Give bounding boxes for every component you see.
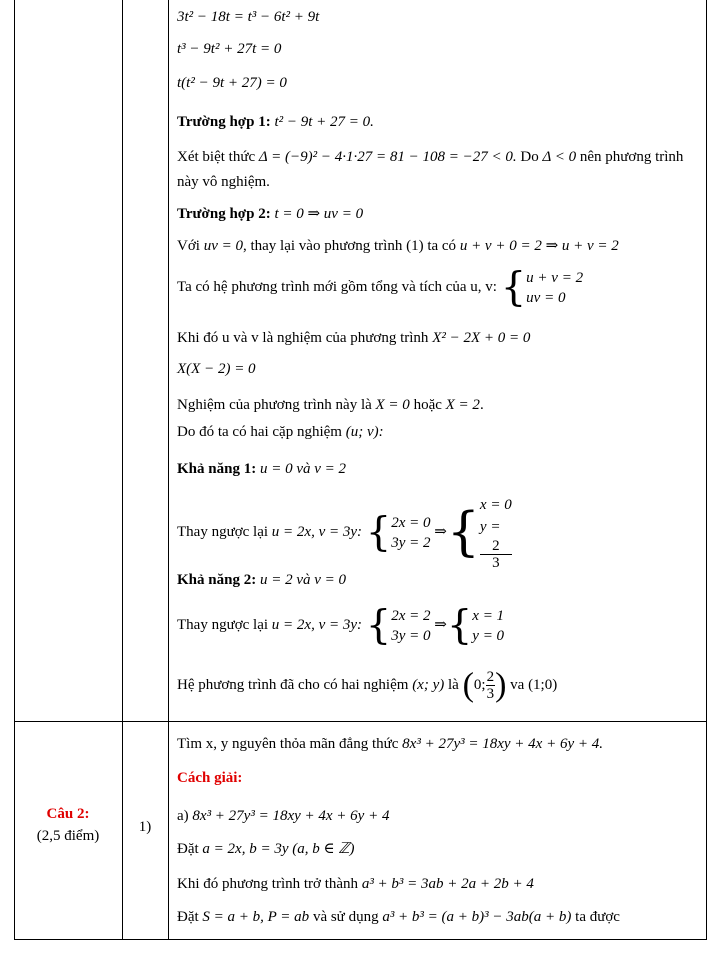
discriminant-condition: Δ < 0 xyxy=(542,149,577,165)
pairs-equation: (u; v): xyxy=(345,424,384,440)
back-substitute-2-equation: u = 2x, v = 3y: xyxy=(271,617,363,633)
system-2-left-top: 2x = 2 xyxy=(391,607,431,624)
fraction-denominator: 3 xyxy=(492,555,500,571)
case-1-label: Trường hợp 1: xyxy=(177,114,271,130)
system-2-left xyxy=(391,606,430,646)
case-1-line xyxy=(177,113,374,131)
discriminant-text-3: nên phương trình xyxy=(579,149,684,165)
discriminant-text: Xét biệt thức xyxy=(177,149,256,165)
prompt-equation: 8x³ + 27y³ = 18xy + 4x + 6y + 4. xyxy=(402,736,603,752)
system-1-left xyxy=(391,513,430,553)
substitution-line xyxy=(177,840,355,858)
system-2-right-top: x = 1 xyxy=(472,607,505,624)
possibility-1-line xyxy=(177,460,346,478)
system-1-left-bottom: 3y = 2 xyxy=(391,534,431,551)
prompt-line xyxy=(177,735,603,753)
part-number: 1) xyxy=(138,819,152,835)
fraction-numerator: 2 xyxy=(480,538,512,555)
conclusion-text-2: là xyxy=(448,677,459,693)
back-substitute-1-equation: u = 2x, v = 3y: xyxy=(271,523,363,540)
quadratic-equation: X² − 2X + 0 = 0 xyxy=(432,330,531,346)
equation-line-1: 3t² − 18t = t³ − 6t² + 9t xyxy=(177,9,320,25)
system-top: u + v = 2 xyxy=(526,269,584,286)
quadratic-text: Khi đó u và v là nghiệm của phương trình xyxy=(177,330,429,346)
system-2-left-bottom: 3y = 0 xyxy=(391,627,431,644)
discriminant-text-2: Do xyxy=(520,149,539,165)
system-equations xyxy=(526,268,583,308)
system-bottom: uv = 0 xyxy=(526,289,566,306)
substitution-text: Đặt xyxy=(177,841,199,857)
system-1-left-top: 2x = 0 xyxy=(391,514,431,531)
substitute-equation-1: uv = 0 xyxy=(203,238,243,254)
transformed-line xyxy=(177,875,534,893)
sp-text-2: và sử dụng xyxy=(312,909,379,925)
back-substitute-1-line xyxy=(177,494,512,571)
substitute-text: Với xyxy=(177,238,200,254)
part-a-line xyxy=(177,807,389,825)
sp-text-3: ta được xyxy=(575,909,620,925)
back-substitute-2-text: Thay ngược lại xyxy=(177,617,269,633)
sp-identity: a³ + b³ = (a + b)³ − 3ab(a + b) xyxy=(382,909,572,925)
substitute-equation-2: u + v + 0 = 2 ⇒ u + v = 2 xyxy=(459,238,619,254)
fraction-denominator: 3 xyxy=(486,686,495,703)
root-1: X = 0 xyxy=(375,397,410,413)
roots-text: Nghiệm của phương trình này là xyxy=(177,397,372,413)
table-border-right xyxy=(706,0,707,940)
possibility-1-equation: u = 0 và v = 2 xyxy=(259,461,347,477)
left-brace-icon: { xyxy=(500,264,527,311)
sp-substitution-line xyxy=(177,908,620,926)
equation-line-3: t(t² − 9t + 27) = 0 xyxy=(177,75,287,91)
substitution-equation: a = 2x, b = 3y (a, b ∈ ℤ) xyxy=(202,841,355,857)
part-a-equation: 8x³ + 27y³ = 18xy + 4x + 6y + 4 xyxy=(192,808,390,824)
substitute-text-2: , thay lại vào phương trình (1) ta có xyxy=(242,238,457,254)
pairs-text: Do đó ta có hai cặp nghiệm xyxy=(177,424,342,440)
factored-equation: X(X − 2) = 0 xyxy=(177,361,256,377)
roots-line: Nghiệm của phương trình này là X = 0 hoặc X = 2. xyxy=(177,397,484,413)
column-divider-2 xyxy=(168,0,169,940)
possibility-1-label: Khả năng 1: xyxy=(177,461,257,477)
transformed-text: Khi đó phương trình trở thành xyxy=(177,876,359,892)
discriminant-line xyxy=(177,148,683,166)
case-2-equation: t = 0 ⇒ uv = 0 xyxy=(274,206,364,222)
left-brace-icon: { xyxy=(365,509,392,556)
left-brace-icon: { xyxy=(446,502,480,563)
prompt-text: Tìm x, y nguyên thỏa mãn đẳng thức xyxy=(177,736,399,752)
sp-text: Đặt xyxy=(177,909,199,925)
system-2-right-bottom: y = 0 xyxy=(472,627,505,644)
system-text: Ta có hệ phương trình mới gồm tổng và tích của u, v: xyxy=(177,279,497,295)
row-divider xyxy=(14,721,707,722)
quadratic-line xyxy=(177,329,530,347)
fraction-numerator: 2 xyxy=(486,669,495,686)
discriminant-equation: Δ = (−9)² − 4·1·27 = 81 − 108 = −27 < 0. xyxy=(258,149,517,165)
pairs-line xyxy=(177,423,384,441)
conclusion-text: Hệ phương trình đã cho có hai nghiệm xyxy=(177,677,409,693)
left-brace-icon: { xyxy=(365,602,392,649)
possibility-2-label: Khả năng 2: xyxy=(177,572,257,588)
transformed-equation: a³ + b³ = 3ab + 2a + 2b + 4 xyxy=(361,876,534,892)
system-line xyxy=(177,265,583,309)
system-2-right xyxy=(472,606,504,646)
left-brace-icon: { xyxy=(446,602,473,649)
back-substitute-1-text: Thay ngược lại xyxy=(177,523,269,540)
system-1-right-top: x = 0 xyxy=(479,497,512,513)
no-solution-line: này vô nghiệm. xyxy=(177,174,270,190)
equation-line-2: t³ − 9t² + 27t = 0 xyxy=(177,41,282,57)
system-1-right-bottom: y = 2 3 xyxy=(480,516,512,571)
column-divider-1 xyxy=(122,0,123,940)
solution-1-prefix: 0; xyxy=(473,677,486,693)
conclusion-line: Hệ phương trình đã cho có hai nghiệm (x; y) là (0; $\frac{2}{3}$ ) va (1;0) xyxy=(177,666,558,704)
case-2-label: Trường hợp 2: xyxy=(177,206,271,222)
root-2: X = 2 xyxy=(445,397,480,413)
conclusion-variables: (x; y) xyxy=(412,677,445,693)
question-points: (2,5 điểm) xyxy=(36,828,100,844)
table-border-bottom xyxy=(14,939,707,940)
conclusion-text-3: va (1;0) xyxy=(510,677,558,693)
implies-icon: ⇒ xyxy=(434,617,447,633)
possibility-2-equation: u = 2 và v = 0 xyxy=(259,572,347,588)
case-1-equation: t² − 9t + 27 = 0. xyxy=(274,114,374,130)
roots-text-2: hoặc xyxy=(413,397,442,413)
implies-icon: ⇒ xyxy=(434,523,447,540)
sp-equation: S = a + b, P = ab xyxy=(202,909,310,925)
back-substitute-2-line xyxy=(177,601,504,649)
method-label: Cách giải: xyxy=(177,770,243,786)
question-label: Câu 2: xyxy=(46,806,90,822)
substitute-line xyxy=(177,237,619,255)
table-border-left xyxy=(14,0,15,940)
possibility-2-line xyxy=(177,571,346,589)
case-2-line xyxy=(177,205,363,223)
part-a-label: a) xyxy=(177,808,189,824)
system-1-right xyxy=(480,494,512,571)
